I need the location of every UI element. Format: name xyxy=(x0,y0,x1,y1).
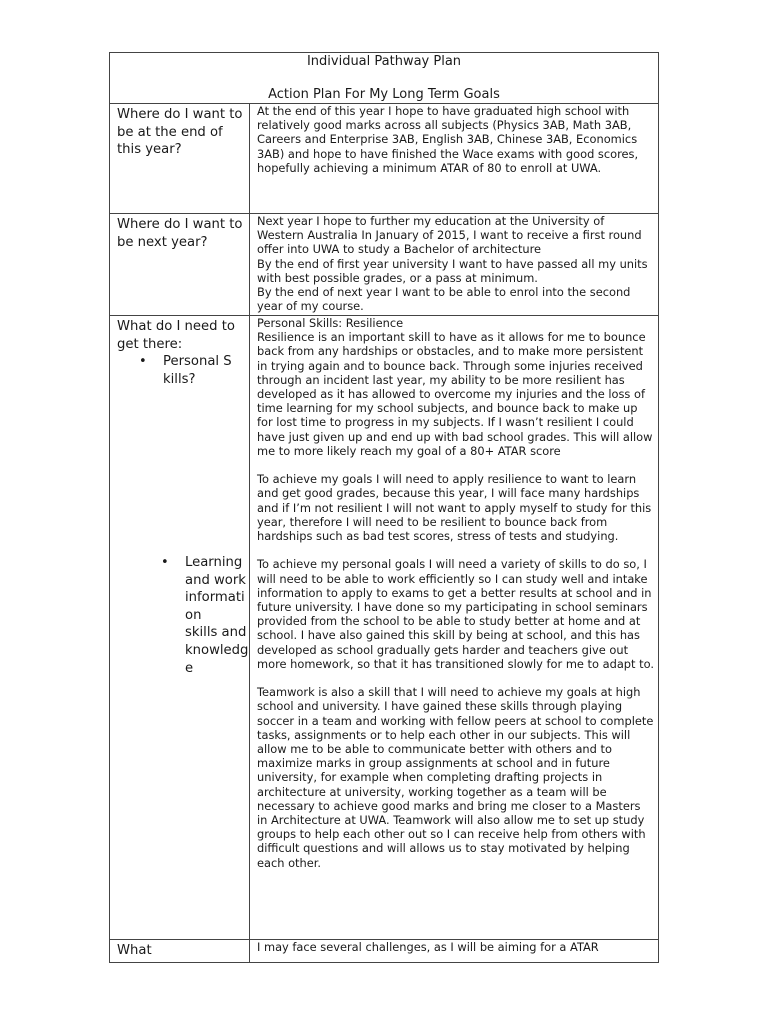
answer-paragraph: To achieve my personal goals I will need a variety of skills to do so, I will need to be able to work efficiently so I can study well and intake information to apply to exams to get a better results at school and in future university. I have done so my participating in school seminars provided from the school to be able to study better at home and at school. I have also gained this skill by being at school, and this has developed as school gradually gets harder and teachers give out more homework, so that it has transitioned slowly for me to adapt to. xyxy=(257,557,654,671)
answer-cell xyxy=(250,104,658,213)
section-heading: Personal Skills: Resilience xyxy=(257,316,404,330)
bullet-text: Personal Skills? xyxy=(163,354,232,387)
table-row xyxy=(110,104,658,214)
bullet-icon: • xyxy=(161,555,169,570)
bullet-line: and work xyxy=(185,572,246,588)
bullet-line: informati xyxy=(185,590,245,606)
bullet-item xyxy=(161,554,261,677)
bullet-icon: • xyxy=(139,354,147,370)
bullet-line: knowledg xyxy=(185,642,249,658)
bullet-line: e xyxy=(185,660,194,676)
document-subtitle: Action Plan For My Long Term Goals xyxy=(268,87,500,102)
answer-text: By the end of first year university I want to have passed all my units with best possible grades, or a pass at minimum. xyxy=(257,256,648,285)
table-title-row xyxy=(110,53,658,104)
answer-text: Next year I hope to further my education at the University of Western Australia In January of 2015, I want to receive a first round offer into UWA to study a Bachelor of architecture xyxy=(257,214,642,257)
answer-paragraph: Teamwork is also a skill that I will need to achieve my goals at high school and university. I have gained these skills through playing soccer in a team and working with fellow peers at school to complete tasks, assignments or to help each other in our subjects. This will allow me to be able to communicate better with others and to maximize marks in group assignments at school and in future university, for example when completing drafting projects in architecture at university, working together as a team will be necessary to achieve good marks and bring me closer to a Masters in Architecture at UWA. Teamwork will also allow me to set up study groups to help each other out so I can receive help from others with difficult questions and will allows us to stay motivated by helping each other. xyxy=(257,685,654,870)
bullet-line: Learning xyxy=(185,555,243,570)
question-cell: Where do I want to be at the end of this year? xyxy=(110,104,250,213)
document-title: Individual Pathway Plan xyxy=(306,54,462,69)
bullet-line: skills and xyxy=(185,625,247,641)
answer-paragraph: To achieve my goals I will need to apply resilience to want to learn and get good grades, because this year, I will face many hardships and if I’m not resilient I will not want to apply myself to study for this year, therefore I will need to be resilient to bounce back from hardships such as bad test scores, stress of tests and studying. xyxy=(257,472,652,544)
bullet-line: on xyxy=(185,607,202,623)
answer-paragraph: Resilience is an important skill to have as it allows for me to bounce back from any hardships or obstacles, and to make more persistent in trying again and to bounce back. Through some injuries received through an incident last year, my ability to be more resilient has developed as it has allowed to overcome my injuries and the loss of time learning for my school subjects, and bounce back to make up for lost time to progress in my subjects. If I wasn’t resilient I could have just given up and end up with bad school grades. This will allow me to more likely reach my goal of a 80+ ATAR score xyxy=(257,330,653,458)
question-cell: Where do I want to be next year? xyxy=(110,214,250,315)
answer-cell xyxy=(250,214,658,315)
bullet-item xyxy=(139,353,245,388)
answer-text: At the end of this year I hope to have graduated high school with relatively good marks across all subjects (Physics 3AB, Math 3AB, Careers and Enterprise 3AB, English 3AB, Chinese 3AB, Economics 3AB) and hope to have finished the Wace exams with good scores, hopefully achieving a minimum ATAR of 80 to enroll at UWA. xyxy=(257,104,639,175)
question-text: What do I need to get there: xyxy=(117,319,235,352)
table-row xyxy=(110,214,658,316)
answer-text: By the end of next year I want to be able to enrol into the second year of my course. xyxy=(257,285,631,314)
answer-text: I may face several challenges, as I will be aiming for a ATAR xyxy=(257,940,599,954)
question-cell: What xyxy=(110,940,250,962)
question-cell xyxy=(110,316,250,939)
table-row xyxy=(110,940,658,962)
table-row xyxy=(110,316,658,940)
answer-cell xyxy=(250,940,658,962)
pathway-plan-table xyxy=(109,52,659,963)
answer-cell xyxy=(250,316,658,939)
bullet-text xyxy=(185,554,261,677)
